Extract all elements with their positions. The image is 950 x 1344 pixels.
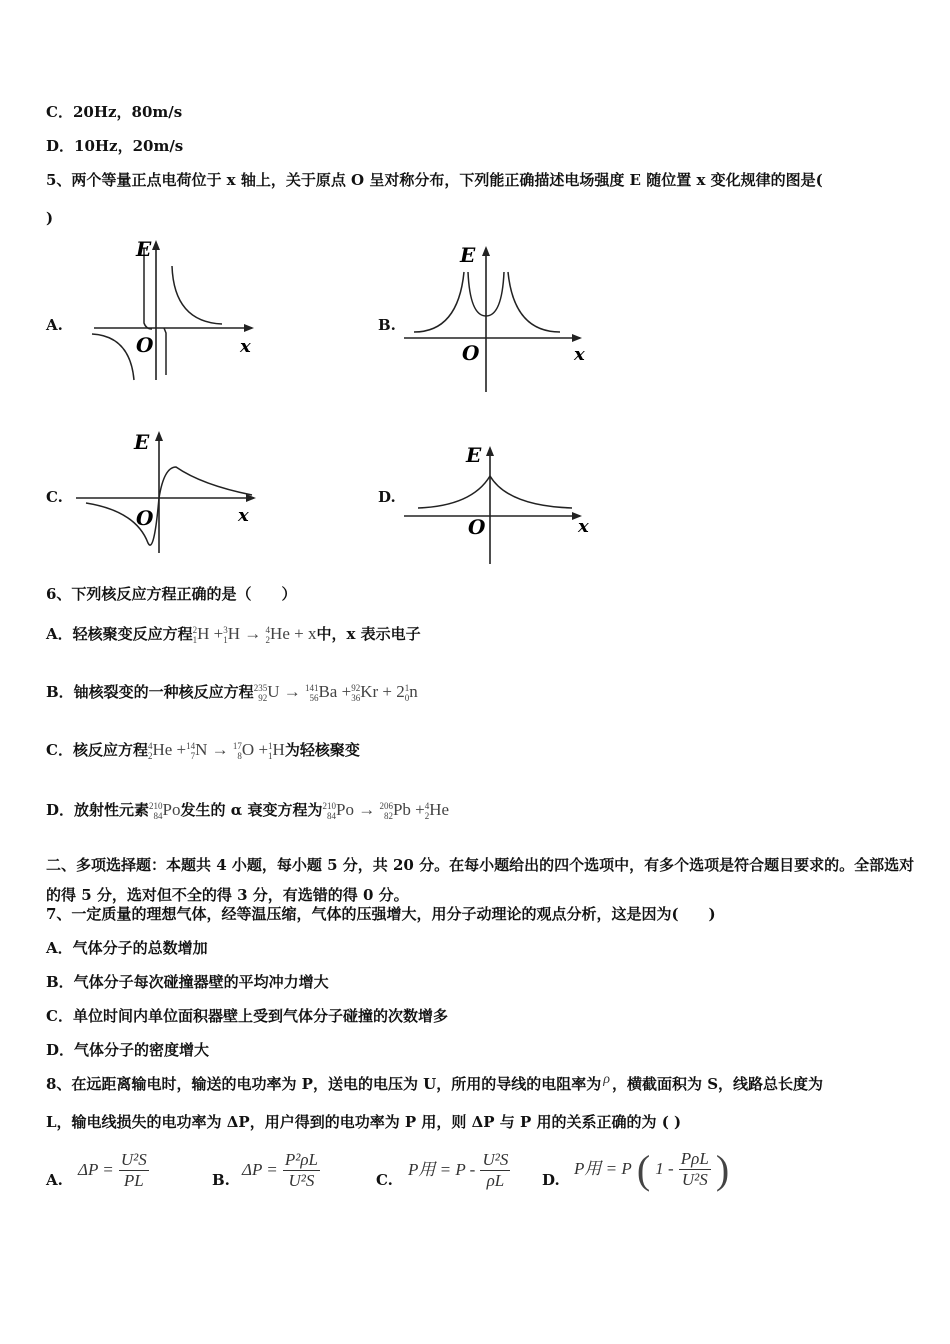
q6-stem: 6、下列核反应方程正确的是（ ） xyxy=(46,585,297,603)
q7-stem: 7、一定质量的理想气体，经等温压缩，气体的压强增大，用分子动理论的观点分析，这是因为( ) xyxy=(46,905,716,923)
graph-c xyxy=(72,425,262,560)
graph-a-x-label: x xyxy=(240,336,251,357)
graph-c-e-label: E xyxy=(134,430,150,454)
rho-symbol: ρ xyxy=(603,1072,610,1087)
graph-b-e-label: E xyxy=(460,243,476,267)
equation-c: 4 2He +14 7N → 17 8O +1 1H xyxy=(147,740,285,762)
formula-c: P用 = P - $\frac{\text{U²S}}{\rho L}$ xyxy=(408,1150,509,1190)
q6-d-prefix: D．放射性元素 xyxy=(46,801,150,819)
graph-c-x-label: x xyxy=(238,505,249,526)
q6-option-d xyxy=(46,800,449,821)
graph-a xyxy=(82,230,262,390)
q5-stem-close: ) xyxy=(46,209,54,227)
q7-option-b: B．气体分子每次碰撞器壁的平均冲力增大 xyxy=(46,973,329,991)
q6-option-b xyxy=(46,682,418,703)
q8-option-b-label: B. xyxy=(212,1171,230,1189)
q6-a-prefix: A．轻核聚变反应方程 xyxy=(46,625,193,643)
graph-b xyxy=(400,238,600,396)
graph-d xyxy=(400,440,600,568)
formula-d: P用 = P ( 1 - $\frac{\text{PρL}}{\text{U²S}}$ ) xyxy=(574,1147,730,1192)
polonium-symbol: 210 84Po xyxy=(149,800,181,822)
graph-d-o-label: O xyxy=(468,515,486,539)
q6-option-a xyxy=(46,624,421,645)
q6-a-suffix: 中，x 表示电子 xyxy=(316,625,421,643)
equation-a: 2 1H +3 1H → 4 2He + x xyxy=(192,624,317,646)
option-c-prev: C．20Hz，80m/s xyxy=(46,103,183,121)
q8-option-c-label: C. xyxy=(376,1171,393,1189)
q5-option-b-label: B. xyxy=(378,316,396,334)
formula-a: ΔP = $\frac{\text{U²S}}{PL}$ xyxy=(78,1150,147,1190)
q8-stem-line1: 8、在远距离输电时，输送的电功率为 P，送电的电压为 U，所用的导线的电阻率为 ρ ，横截面积为 S，线路总长度为 xyxy=(46,1072,824,1093)
q6-b-prefix: B．铀核裂变的一种核反应方程 xyxy=(46,683,254,701)
q6-c-suffix: 为轻核聚变 xyxy=(284,741,360,759)
q8-option-d-label: D. xyxy=(542,1171,560,1189)
graph-a-e-label: E xyxy=(136,237,152,261)
q5-option-d-label: D. xyxy=(378,488,396,506)
q7-option-a: A．气体分子的总数增加 xyxy=(46,939,208,957)
graph-a-o-label: O xyxy=(136,333,154,357)
equation-b: 235 92U → 141 56Ba +92 36Kr + 21 0n xyxy=(253,682,418,704)
graph-c-o-label: O xyxy=(136,506,154,530)
option-d-prev: D．10Hz，20m/s xyxy=(46,137,184,155)
graph-d-x-label: x xyxy=(578,516,589,537)
q7-option-c: C．单位时间内单位面积器壁上受到气体分子碰撞的次数增多 xyxy=(46,1007,448,1025)
section-2-heading: 二、多项选择题：本题共 4 小题，每小题 5 分，共 20 分。在每小题给出的四个选项中，有多个选项是符合题目要求的。全部选对的得 5 分，选对但不全的得 3 分，有选错的得 0 分。 xyxy=(46,856,915,904)
q5-stem: 5、两个等量正点电荷位于 x 轴上，关于原点 O 呈对称分布，下列能正确描述电场强度 E 随位置 x 变化规律的图是( xyxy=(46,171,823,189)
q6-c-prefix: C．核反应方程 xyxy=(46,741,148,759)
q5-option-a-label: A. xyxy=(46,316,63,334)
q8-option-a-label: A. xyxy=(46,1171,63,1189)
q6-option-c xyxy=(46,740,360,761)
q5-option-c-label: C. xyxy=(46,488,63,506)
graph-b-o-label: O xyxy=(462,341,480,365)
q6-d-mid: 发生的 α 衰变方程为 xyxy=(180,801,323,819)
q7-option-d: D．气体分子的密度增大 xyxy=(46,1041,210,1059)
graph-b-x-label: x xyxy=(574,344,585,365)
q8-stem-line2: L，输电线损失的电功率为 ΔP，用户得到的电功率为 P 用，则 ΔP 与 P 用的关系正确的为 ( ) xyxy=(46,1113,682,1131)
formula-b: ΔP = $\frac{\text{P²ρL}}{\text{U²S}}$ xyxy=(242,1150,318,1190)
equation-d: 210 84Po → 206 82Pb +4 2He xyxy=(322,800,450,822)
graph-d-e-label: E xyxy=(466,443,482,467)
